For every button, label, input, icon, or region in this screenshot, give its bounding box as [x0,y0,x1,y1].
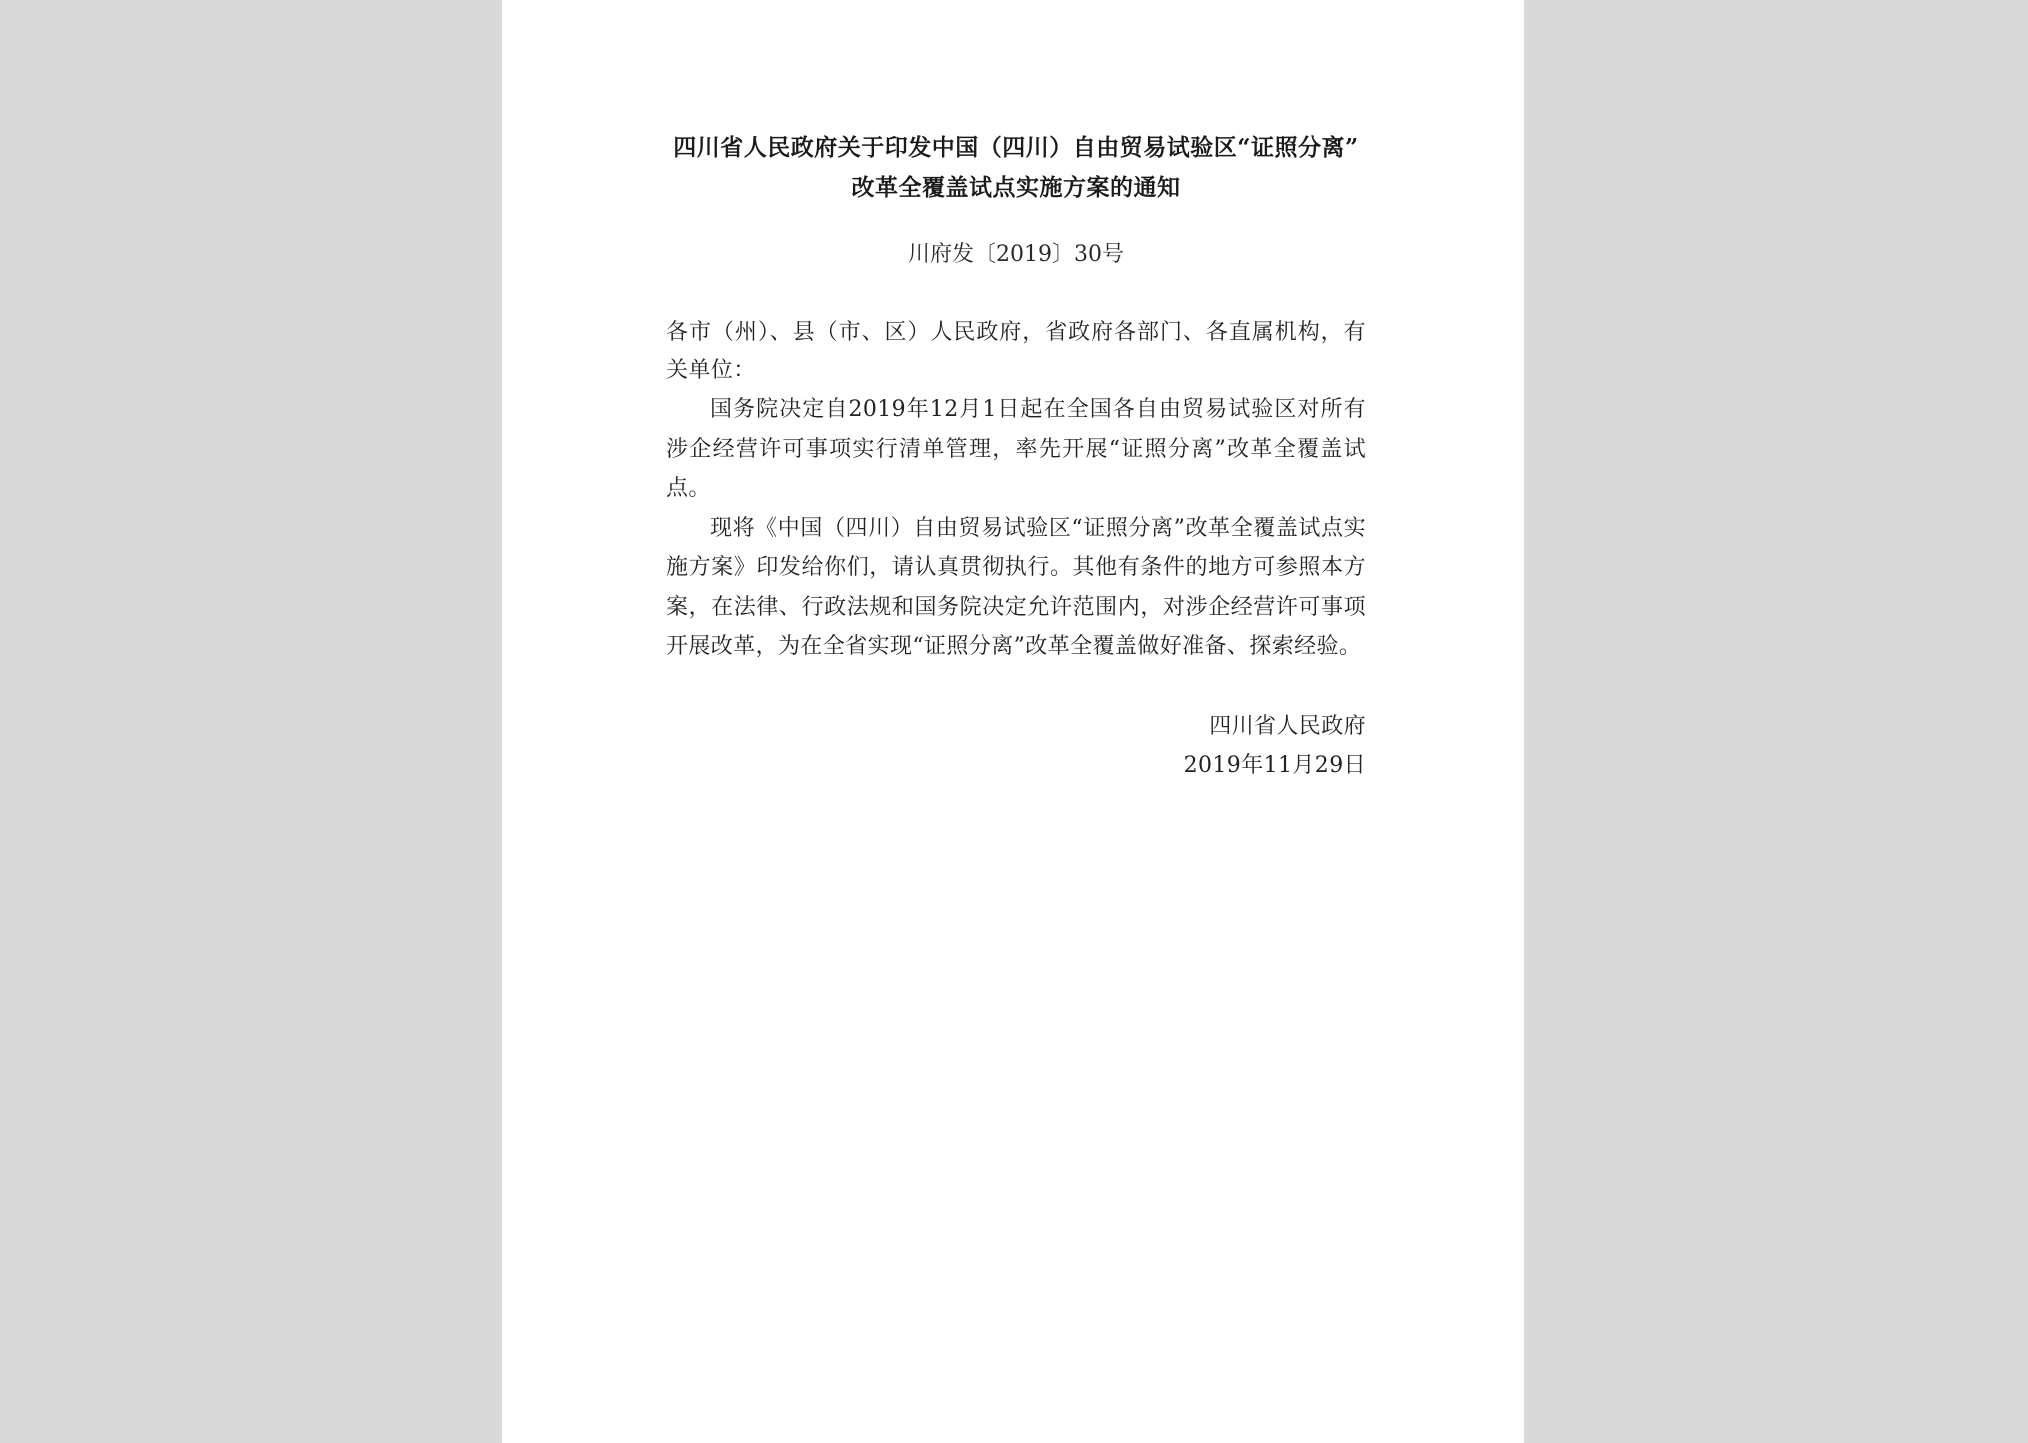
body-paragraph-2: 现将《中国（四川）自由贸易试验区“证照分离”改革全覆盖试点实施方案》印发给你们，请认真贯彻执行。其他有条件的地方可参照本方案，在法律、行政法规和国务院决定允许范围内，对涉企经营许可事项开展改革，为在全省实现“证照分离”改革全覆盖做好准备、探索经验。 [666,515,1366,659]
signature-organization: 四川省人民政府 [1209,713,1366,739]
title-line-1: 四川省人民政府关于印发中国（四川）自由贸易试验区“证照分离” [673,134,1359,161]
body-paragraph-1: 国务院决定自2019年12月1日起在全国各自由贸易试验区对所有涉企经营许可事项实行清单管理，率先开展“证照分离”改革全覆盖试点。 [666,397,1366,501]
document-number: 川府发〔2019〕30号 [908,242,1124,267]
document-content [666,128,1366,785]
title-line-2: 改革全覆盖试点实施方案的通知 [851,174,1181,201]
document-title [666,128,1366,208]
signature-date: 2019年11月29日 [1183,752,1366,778]
signature-block [666,707,1366,785]
document-page [502,0,1524,1443]
addressee: 各市（州）、县（市、区）人民政府，省政府各部门、各直属机构，有关单位： [666,320,1366,383]
